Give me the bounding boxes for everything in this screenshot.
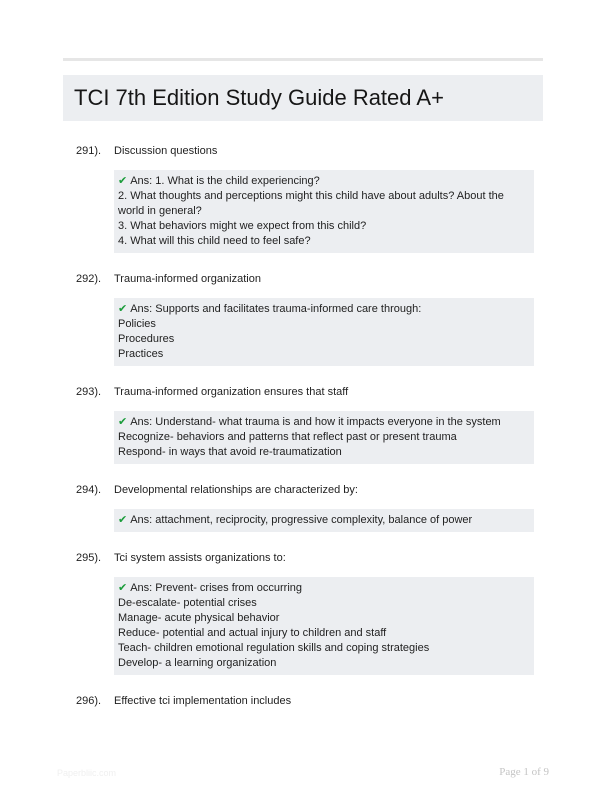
question-item [63,481,543,532]
question-item [63,142,543,253]
answer-line: Ans: attachment, reciprocity, progressive complexity, balance of power [130,514,473,526]
question-number: 291). [76,145,102,157]
title-banner [63,75,543,121]
answer-line: 2. What thoughts and perceptions might this child have about adults? About the world in general? [118,190,504,217]
answer-line: Teach- children emotional regulation skills and coping strategies [118,642,430,654]
page-number: Page 1 of 9 [499,766,549,778]
check-icon: ✔ [118,513,128,526]
question-text: Discussion questions [114,145,218,157]
question-text: Tci system assists organizations to: [114,552,286,564]
check-icon: ✔ [118,174,128,187]
question-text: Effective tci implementation includes [114,695,292,707]
check-icon: ✔ [118,415,128,428]
answer-line: Reduce- potential and actual injury to children and staff [118,627,387,639]
answer-box [114,170,534,253]
question-text: Developmental relationships are characterized by: [114,484,358,496]
question-number: 294). [76,484,102,496]
answer-box [114,577,534,675]
answer-line: Develop- a learning organization [118,657,277,669]
answer-line: Practices [118,348,164,360]
top-divider [63,58,543,61]
answer-line: De-escalate- potential crises [118,597,257,609]
question-item [63,549,543,675]
question-number: 293). [76,386,102,398]
answer-box [114,298,534,366]
answer-box [114,411,534,464]
question-number: 296). [76,695,102,707]
answer-line: Policies [118,318,156,330]
question-number: 292). [76,273,102,285]
question-list [63,142,543,727]
check-icon: ✔ [118,302,128,315]
answer-line: 4. What will this child need to feel safe? [118,235,311,247]
answer-line: Procedures [118,333,175,345]
answer-line: Ans: Understand- what trauma is and how it impacts everyone in the system [130,416,501,428]
answer-line: Recognize- behaviors and patterns that reflect past or present trauma [118,431,457,443]
question-text: Trauma-informed organization ensures that staff [114,386,349,398]
check-icon: ✔ [118,581,128,594]
question-item [63,383,543,464]
answer-line: Ans: Prevent- crises from occurring [130,582,302,594]
answer-line: Respond- in ways that avoid re-traumatization [118,446,342,458]
answer-box [114,509,534,532]
answer-line: Manage- acute physical behavior [118,612,280,624]
question-item [63,270,543,366]
answer-line: 3. What behaviors might we expect from this child? [118,220,367,232]
question-text: Trauma-informed organization [114,273,261,285]
document-title: TCI 7th Edition Study Guide Rated A+ [74,85,444,110]
question-number: 295). [76,552,102,564]
footer-watermark: Paperbliic.com [57,768,117,778]
answer-line: Ans: Supports and facilitates trauma-informed care through: [130,303,422,315]
question-item [63,692,543,710]
answer-line: Ans: 1. What is the child experiencing? [130,175,320,187]
